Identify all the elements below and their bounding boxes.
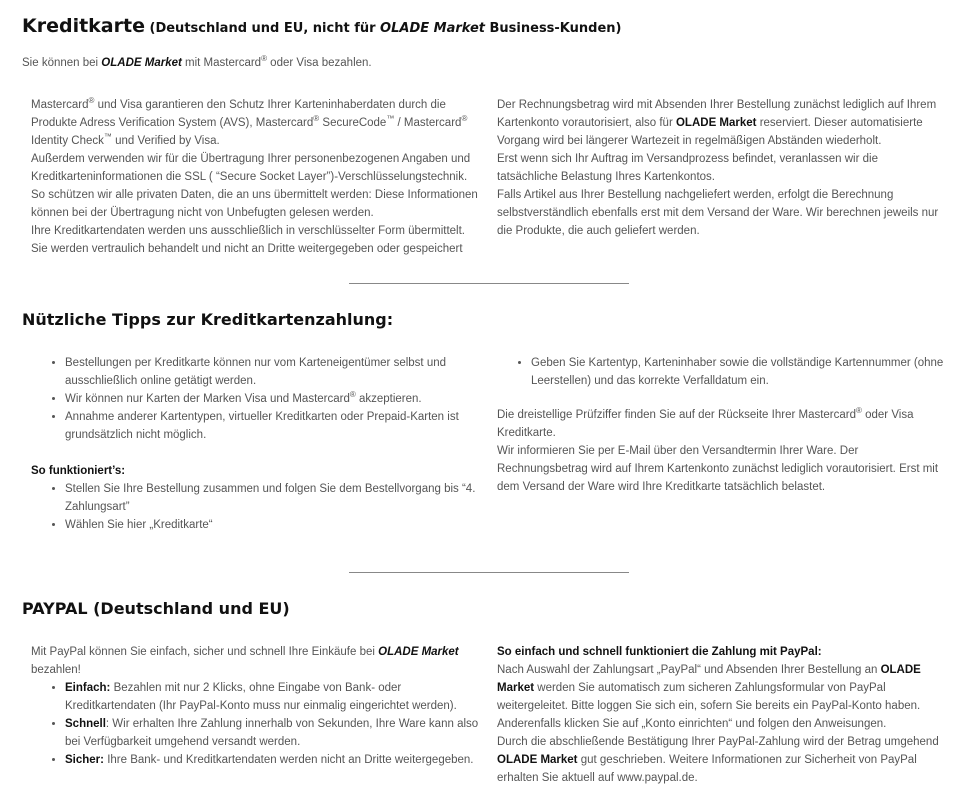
brand-name: OLADE Market <box>380 21 485 36</box>
tips-left-column <box>31 354 481 534</box>
list-item: • Stellen Sie Ihre Bestellung zusammen und folgen Sie dem Bestellvorgang bis “4. Zahlungsart” <box>65 480 481 516</box>
paypal-left-column: Mit PayPal können Sie einfach, sicher und schnell Ihre Einkäufe bei OLADE Market bezahlen! • Einfach: Bezahlen mit nur 2 Klicks, ohne Eingabe von Bank- oder Kreditkartendaten (Ihr PayPal-Konto muss nur einmalig eingerichtet werden). • Schnell: Wir erhalten Ihre Zahlung innerhalb von Sekunden, Ihre Ware kann also bei Verfügbarkeit umgehend versandt werden. • Sicher: Ihre Bank- und Kreditkartendaten werden nicht an Dritte weitergegeben. <box>31 643 481 769</box>
kreditkarte-billing-text: Der Rechnungsbetrag wird mit Absenden Ihrer Bestellung zunächst lediglich auf Ihrem Kartenkonto vorautorisiert, also für OLADE Market reserviert. Dieser automatisierte Vorgang wird bei längerer Wartezeit in regelmäßigen Abständen wiederholt. Erst wenn sich Ihr Auftrag im Versandprozess befindet, veranlassen wir die tatsächliche Belastung Ihres Kartenkontos. Falls Artikel aus Ihrer Bestellung nachgeliefert werden, erfolgt die Berechnung selbstverständlich ebenfalls erst mit dem Versand der Ware. Wir berechnen jeweils nur die Produkte, die auch geliefert werden. <box>497 99 939 237</box>
kreditkarte-security-text: Mastercard® und Visa garantieren den Schutz Ihrer Karteninhaberdaten durch die Produkte Adress Verification System (AVS), Mastercard® SecureCode™ / Mastercard® Identity Check™ und Verified by Visa. Außerdem verwenden wir für die Übertragung Ihrer personenbezogenen Angaben und Kreditkarteninformationen die SSL ( “Secure Socket Layer”)-Verschlüsselungstechnik. So schützen wir alle privaten Daten, die an uns übermittelt werden: Diese Informationen können bei der Übertragung nicht von Unbefugten gelesen werden. Ihre Kreditkartendaten werden uns ausschließlich in verschlüsselter Form übermittelt. Sie werden vertraulich behandelt und nicht an Dritte weitergegeben oder gespeichert <box>31 96 478 255</box>
section-divider <box>349 283 629 284</box>
tips-heading: Nützliche Tipps zur Kreditkartenzahlung: <box>22 310 394 329</box>
how-it-works-list <box>31 480 481 534</box>
tips-bullet-list <box>31 354 481 444</box>
section-divider <box>349 572 629 573</box>
kreditkarte-heading: Kreditkarte (Deutschland und EU, nicht für OLADE Market Business-Kunden) <box>22 15 622 37</box>
list-item: • Bestellungen per Kreditkarte können nur vom Karteneigentümer selbst und ausschließlich online getätigt werden. <box>65 354 481 390</box>
list-item: • Schnell: Wir erhalten Ihre Zahlung innerhalb von Sekunden, Ihre Ware kann also bei Verfügbarkeit umgehend versandt werden. <box>65 715 481 751</box>
paypal-benefits-list <box>31 679 481 769</box>
list-item: • Annahme anderer Kartentypen, virtueller Kreditkarten oder Prepaid-Karten ist grundsätzlich nicht möglich. <box>65 408 481 444</box>
list-item: • Sicher: Ihre Bank- und Kreditkartendaten werden nicht an Dritte weitergegeben. <box>65 751 481 769</box>
list-item: • Einfach: Bezahlen mit nur 2 Klicks, ohne Eingabe von Bank- oder Kreditkartendaten (Ihr PayPal-Konto muss nur einmalig eingerichtet werden). <box>65 679 481 715</box>
how-it-works-label: So funktioniert’s: <box>31 465 126 477</box>
tips-right-column: • Geben Sie Kartentyp, Karteninhaber sowie die vollständige Kartennummer (ohne Leerstellen) und das korrekte Verfalldatum ein. Die dreistellige Prüfziffer finden Sie auf der Rückseite Ihrer Mastercard® oder Visa Kreditkarte. Wir informieren Sie per E-Mail über den Versandtermin Ihrer Ware. Der Rechnungsbetrag wird auf Ihrem Kartenkonto zunächst lediglich vorautorisiert. Erst mit dem Versand der Ware wird Ihre Kreditkarte tatsächlich belastet. <box>497 354 952 496</box>
tips-right-list <box>497 354 952 390</box>
paypal-heading: PAYPAL (Deutschland und EU) <box>22 599 290 618</box>
list-item: • Wir können nur Karten der Marken Visa und Mastercard® akzeptieren. <box>65 390 481 408</box>
kreditkarte-intro: Sie können bei OLADE Market mit Mastercard® oder Visa bezahlen. <box>22 54 372 69</box>
list-item: • Geben Sie Kartentyp, Karteninhaber sowie die vollständige Kartennummer (ohne Leerstellen) und das korrekte Verfalldatum ein. <box>531 354 952 390</box>
list-item: • Wählen Sie hier „Kreditkarte“ <box>65 516 481 534</box>
paypal-right-column: So einfach und schnell funktioniert die Zahlung mit PayPal: Nach Auswahl der Zahlungsart „PayPal“ und Absenden Ihrer Bestellung an OLADE Market werden Sie automatisch zum sicheren Zahlungsformular von PayPal weitergeleitet. Bitte loggen Sie sich ein, sofern Sie bereits ein PayPal-Konto haben. Anderenfalls klicken Sie auf „Konto einrichten“ und folgen den Anweisungen. Durch die abschließende Bestätigung Ihrer PayPal-Zahlung wird der Betrag umgehend OLADE Market gut geschrieben. Weitere Informationen zur Sicherheit von PayPal erhalten Sie aktuell auf www.paypal.de. <box>497 646 939 784</box>
